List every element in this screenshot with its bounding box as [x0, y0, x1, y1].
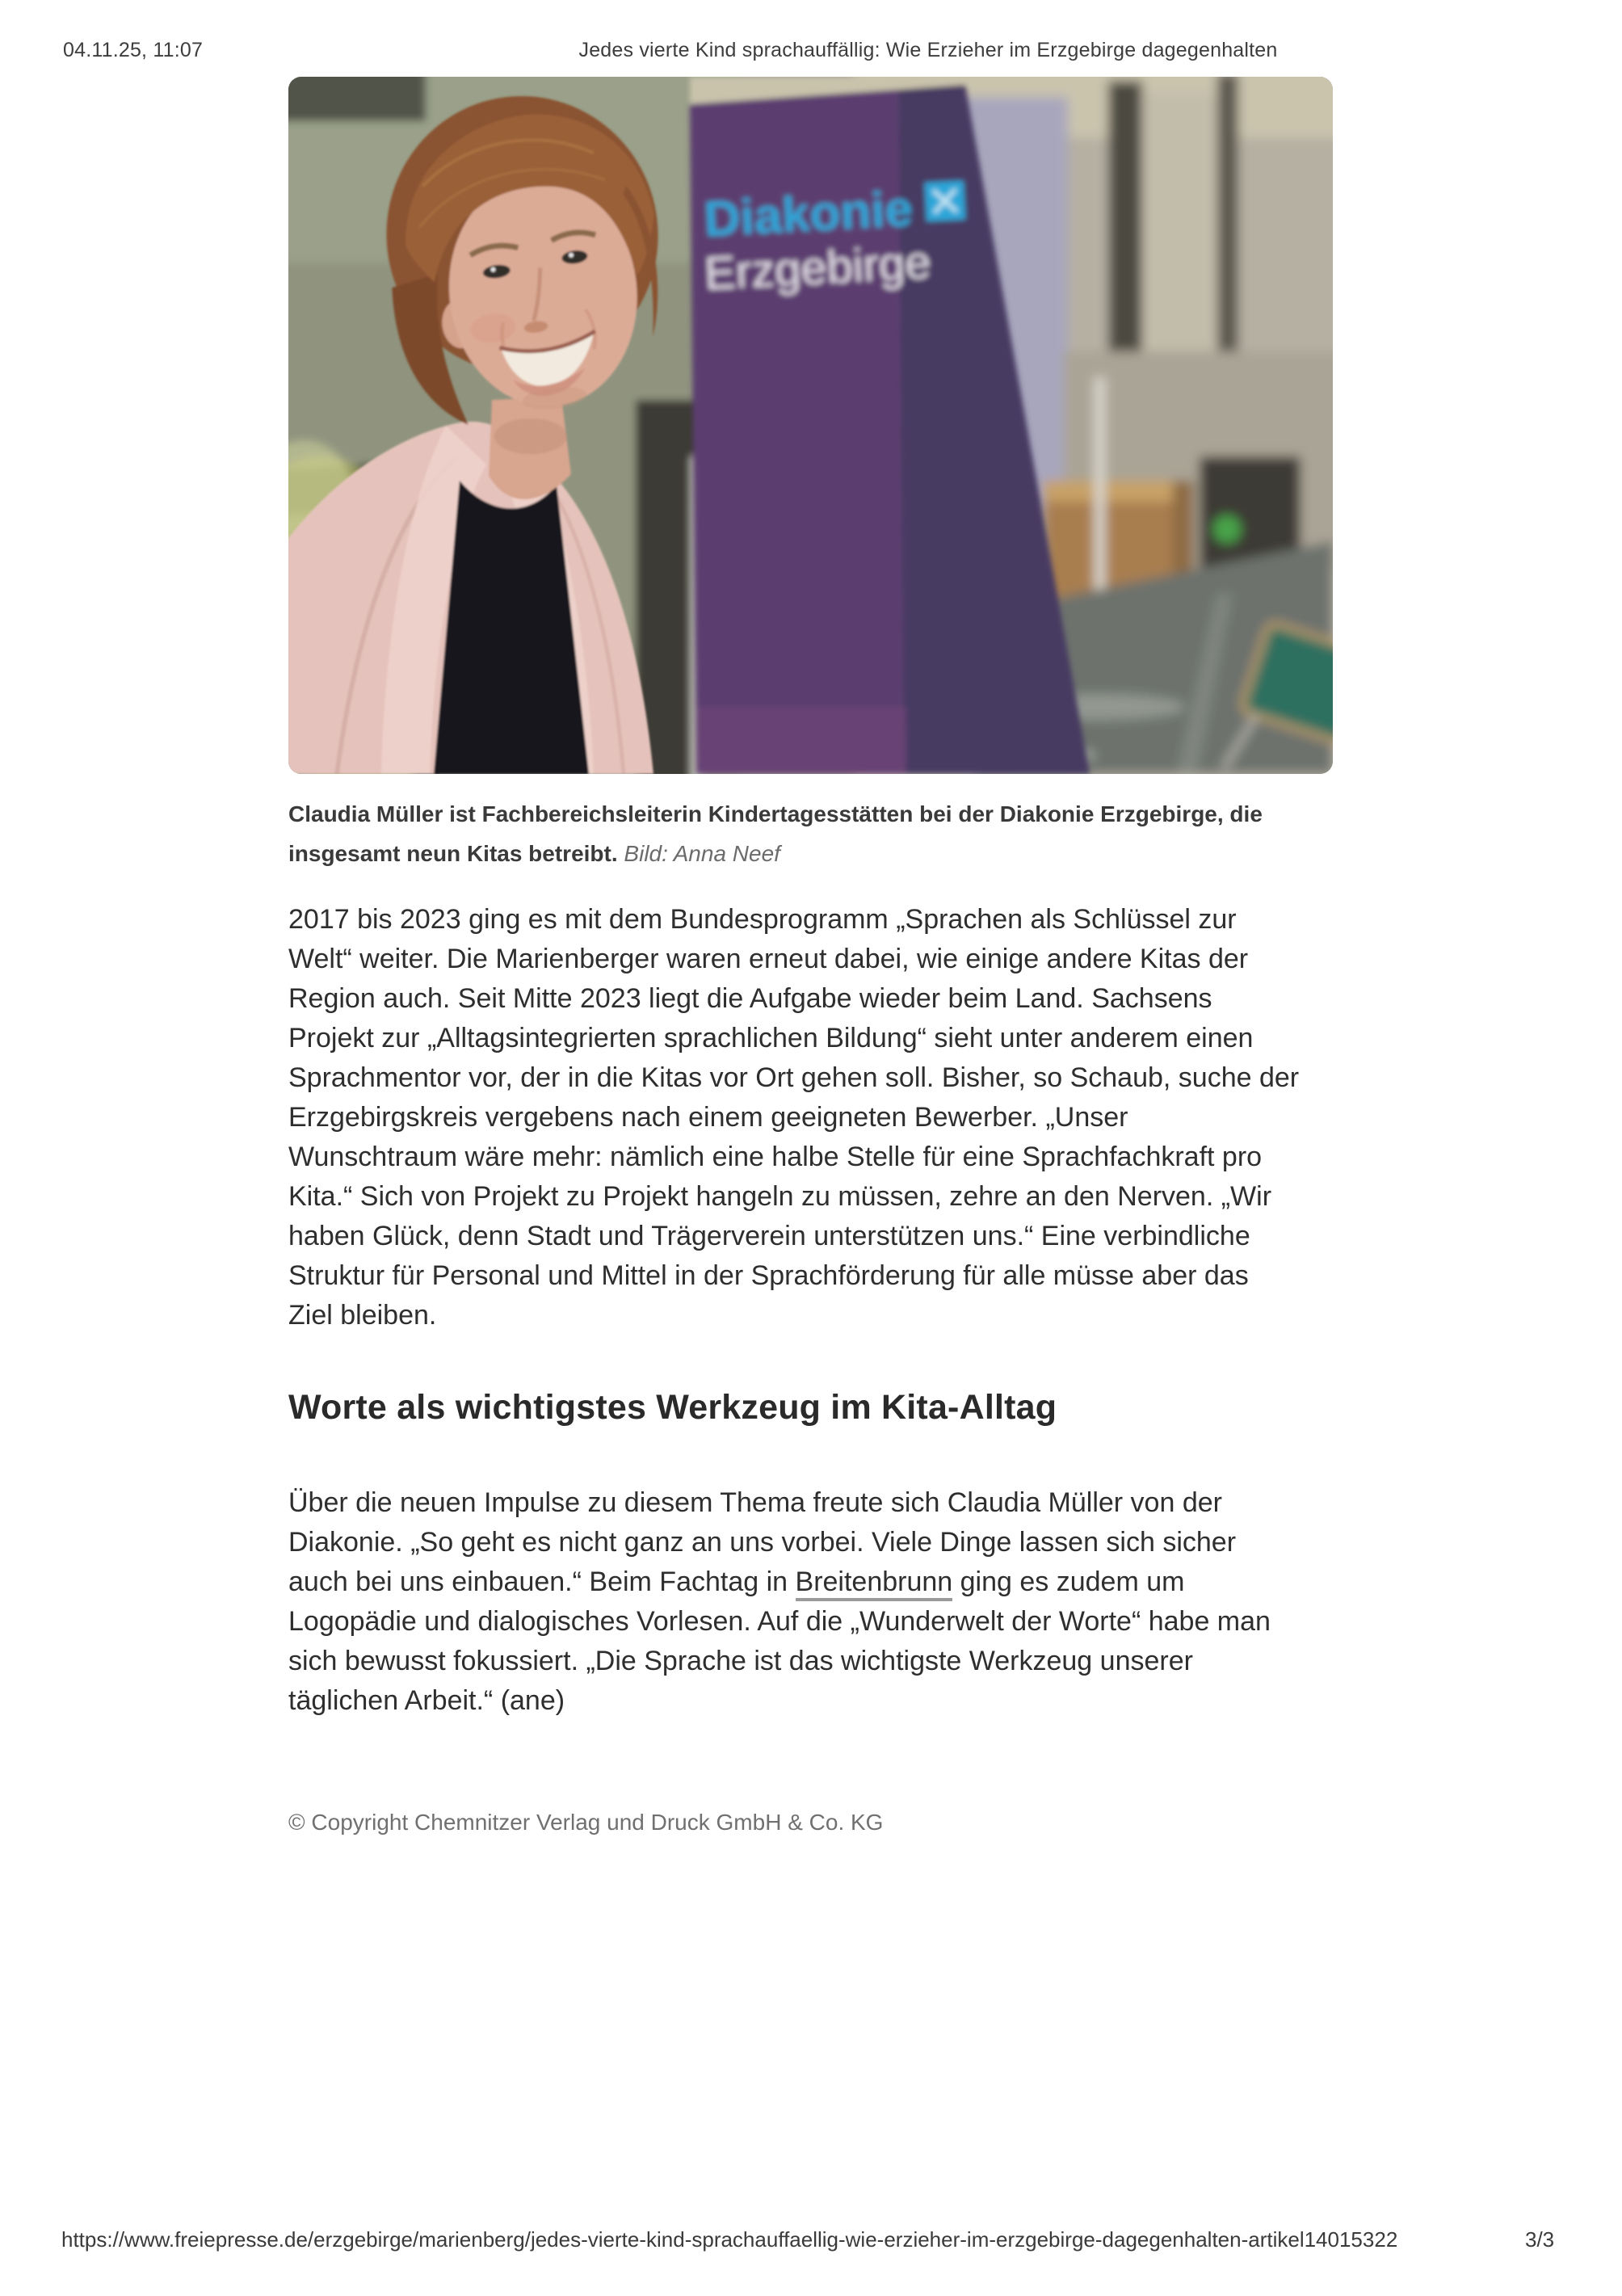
print-header-title: Jedes vierte Kind sprachauffällig: Wie Erzieher im Erzgebirge dagegenhalten: [578, 39, 1278, 61]
photo-caption-line1: Claudia Müller ist Fachbereichsleiterin Kindertagesstätten bei der Diakonie Erzgebirge, die: [288, 801, 1263, 826]
print-footer-page-number: 3/3: [1525, 2227, 1555, 2252]
article-text-line: Wunschtraum wäre mehr: nämlich eine halbe Stelle für eine Sprachfachkraft pro: [288, 1142, 1263, 1172]
article-text-line: Logopädie und dialogisches Vorlesen. Auf die „Wunderwelt der Worte“ habe man: [288, 1606, 1271, 1637]
article-text-line: Über die neuen Impulse zu diesem Thema freute sich Claudia Müller von der: [288, 1487, 1222, 1518]
article-text-line: Sprachmentor vor, der in die Kitas vor Ort gehen soll. Bisher, so Schaub, suche der: [288, 1062, 1300, 1093]
article-text-line: haben Glück, denn Stadt und Trägerverein unterstützen uns.“ Eine verbindliche: [288, 1221, 1250, 1251]
print-header-datetime: 04.11.25, 11:07: [63, 39, 204, 61]
article-text-segment: ging es zudem um: [952, 1566, 1185, 1597]
photo-caption-text: insgesamt neun Kitas betreibt.: [288, 841, 618, 866]
article-text-line: Region auch. Seit Mitte 2023 liegt die Aufgabe wieder beim Land. Sachsens: [288, 983, 1212, 1014]
article-paragraph-1: [288, 900, 1355, 1335]
article-text-line: Struktur für Personal und Mittel in der Sprachförderung für alle müsse aber das: [288, 1260, 1249, 1291]
article-text-line: sich bewusst fokussiert. „Die Sprache ist das wichtigste Werkzeug unserer: [288, 1646, 1193, 1676]
banner-region-text: Erzgebirge: [703, 235, 933, 301]
copyright-notice: © Copyright Chemnitzer Verlag und Druck GmbH & Co. KG: [288, 1810, 884, 1835]
photo-illustration: [288, 77, 1333, 774]
article-photo: [288, 77, 1333, 774]
article-text-line: täglichen Arbeit.“ (ane): [288, 1685, 565, 1716]
banner-brand-text: Diakonie: [702, 181, 914, 248]
photo-caption-line2: [288, 835, 1338, 874]
article-text-line: Kita.“ Sich von Projekt zu Projekt hangeln zu müssen, zehre an den Nerven. „Wir: [288, 1181, 1272, 1212]
article-paragraph-2: [288, 1483, 1355, 1721]
article-text-line: Erzgebirgskreis vergebens nach einem geeigneten Bewerber. „Unser: [288, 1102, 1128, 1133]
section-heading: Worte als wichtigstes Werkzeug im Kita-Alltag: [288, 1388, 1057, 1427]
article-text-segment: auch bei uns einbauen.“ Beim Fachtag in: [288, 1566, 796, 1597]
article-text-line: [288, 1562, 1355, 1602]
article-text-line: Welt“ weiter. Die Marienberger waren erneut dabei, wie einige andere Kitas der: [288, 944, 1249, 974]
article-text-line: Projekt zur „Alltagsintegrierten sprachlichen Bildung“ sieht unter anderem einen: [288, 1023, 1254, 1053]
print-footer-url: https://www.freiepresse.de/erzgebirge/marienberg/jedes-vierte-kind-sprachauffaellig-wie-erzieher-im-erzgebirge-dagegenhalten-artikel14015322: [61, 2227, 1398, 2252]
photo-caption: [288, 795, 1338, 874]
photo-credit: Bild: Anna Neef: [624, 841, 780, 866]
article-text-line: Ziel bleiben.: [288, 1300, 437, 1331]
breitenbrunn-link[interactable]: Breitenbrunn: [796, 1566, 953, 1601]
article-text-line: Diakonie. „So geht es nicht ganz an uns vorbei. Viele Dinge lassen sich sicher: [288, 1527, 1237, 1558]
article-text-line: 2017 bis 2023 ging es mit dem Bundesprogramm „Sprachen als Schlüssel zur: [288, 904, 1237, 935]
